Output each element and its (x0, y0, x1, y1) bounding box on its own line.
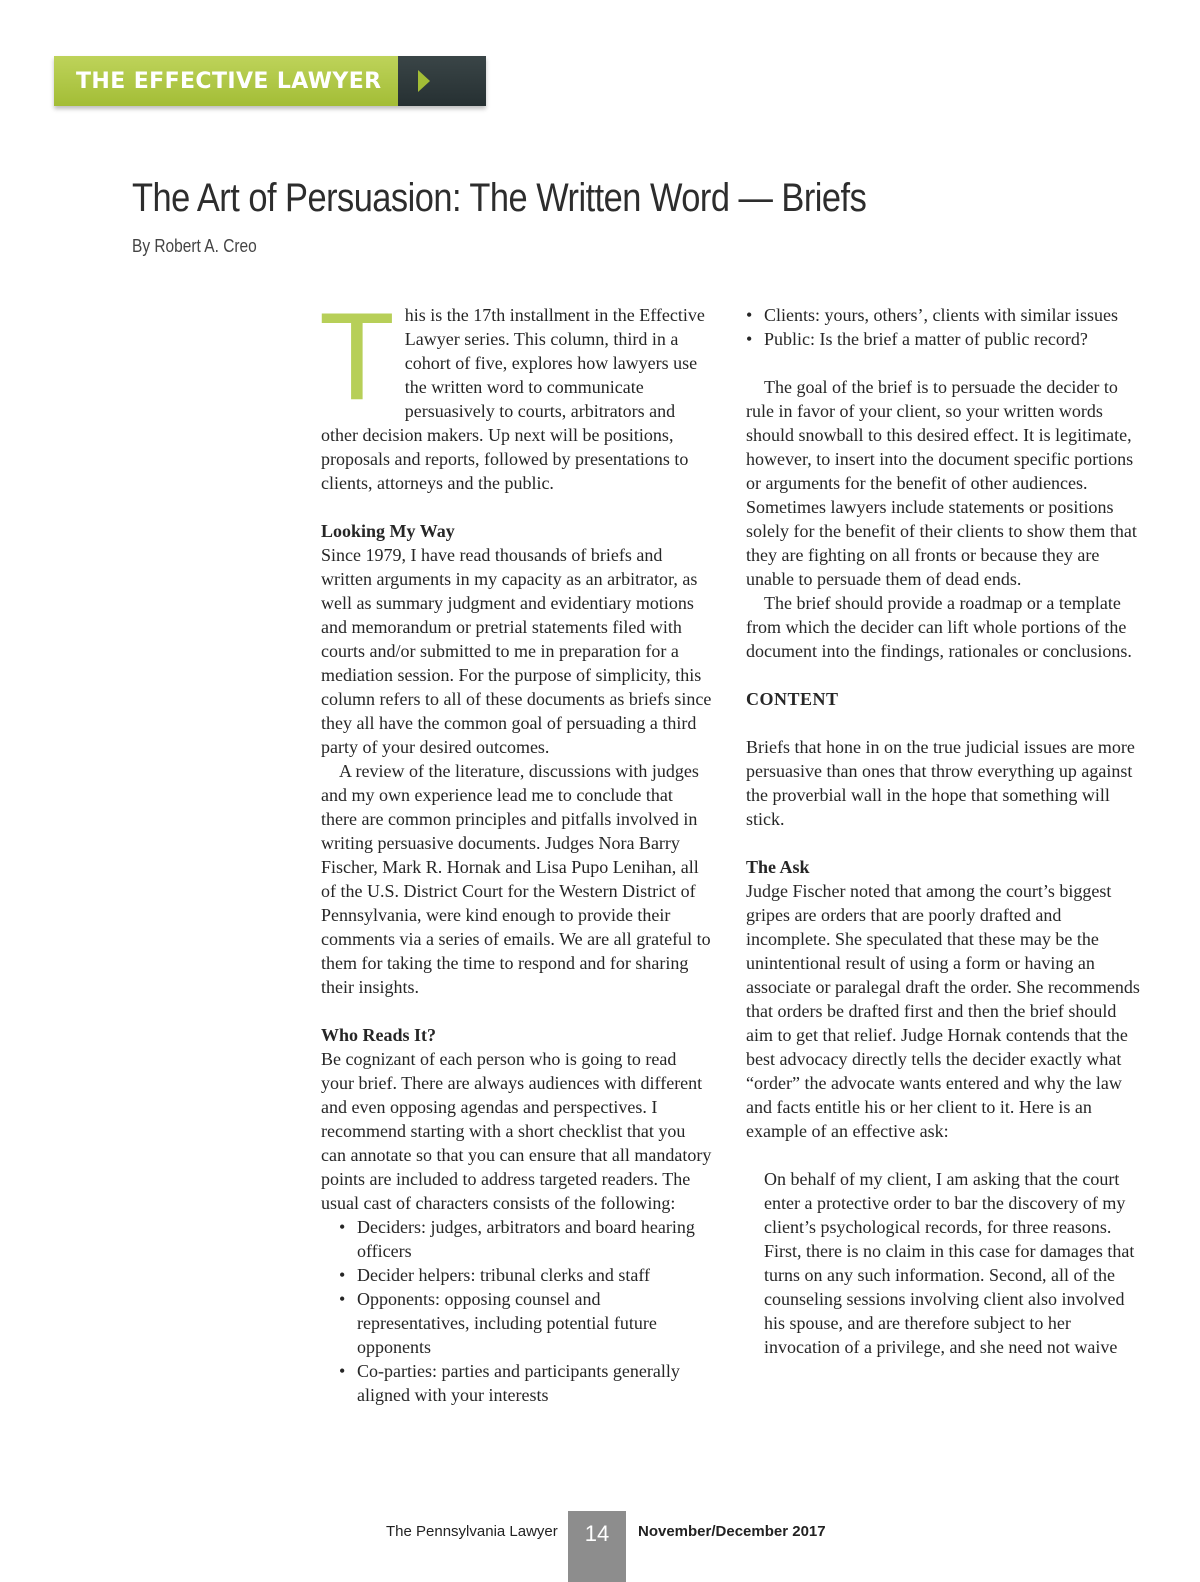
list-item: • Decider helpers: tribunal clerks and staff (339, 1263, 713, 1287)
block-quote: On behalf of my client, I am asking that the court enter a protective order to bar the discovery of my client’s psychological records, for three reasons. First, there is no claim in this case for damages that turns on any such information. Second, all of the counseling sessions involving client also involved his spouse, and are therefore subject to her invocation of a privilege, and she need not waive (764, 1169, 1135, 1357)
intro-text: his is the 17th installment in the Effective Lawyer series. This column, third in a cohort of five, explores how lawyers use the written word to communicate persuasively to courts, arbitrators and other decision makers. Up next will be positions, proposals and reports, followed by presentations to clients, attorneys and the public. (321, 305, 705, 493)
drop-cap: T (319, 288, 395, 426)
column-left (319, 288, 713, 1407)
article-title: The Art of Persuasion: The Written Word — Briefs (132, 176, 867, 220)
audience-list-continued (746, 303, 1142, 351)
paragraph-cognizant: Be cognizant of each person who is going to read your brief. There are always audiences with different and even opposing agendas and perspectives. I recommend starting with a short checklist that you can annotate so that you can ensure that all mandatory points are included to address targeted readers. The usual cast of characters consists of the following: (321, 1049, 712, 1213)
play-arrow-icon (418, 70, 430, 92)
list-item: • Opponents: opposing counsel and representatives, including potential future opponents (339, 1287, 713, 1359)
paragraph-fischer: Judge Fischer noted that among the court’s biggest gripes are orders that are poorly drafted and incomplete. She speculated that these may be the unintentional result of using a form or having an associate or paralegal draft the order. She recommends that orders be drafted first and then the brief should aim to get that relief. Judge Hornak contends that the best advocacy directly tells the decider exactly what “order” the advocate wants entered and why the law and facts entitle his or her client to it. Here is an example of an effective ask: (746, 881, 1140, 1141)
subhead-content: CONTENT (746, 689, 839, 709)
paragraph-roadmap: The brief should provide a roadmap or a template from which the decider can lift whole portions of the document into the findings, rationales or conclusions. (746, 593, 1132, 661)
paragraph-since-1979: Since 1979, I have read thousands of briefs and written arguments in my capacity as an arbitrator, as well as summary judgment and evidentiary motions and memorandum or pretrial statements filed with courts and/or submitted to me in preparation for a mediation session. For the purpose of simplicity, this column refers to all of these documents as briefs since they all have the common goal of persuading a third party of your desired outcomes. (321, 545, 712, 757)
list-item: • Public: Is the brief a matter of public record? (746, 327, 1142, 351)
banner-label-box (54, 56, 398, 106)
subhead-looking-my-way: Looking My Way (321, 521, 455, 541)
intro-paragraph (319, 288, 713, 495)
article-byline: By Robert A. Creo (132, 236, 257, 256)
footer-issue: November/December 2017 (638, 1523, 826, 1540)
section-label: THE EFFECTIVE LAWYER (76, 68, 382, 94)
column-right (746, 303, 1142, 1359)
list-item: • Clients: yours, others’, clients with similar issues (746, 303, 1142, 327)
section-banner (54, 56, 486, 106)
audience-list (321, 1215, 713, 1407)
subhead-the-ask: The Ask (746, 857, 810, 877)
page-number: 14 (568, 1511, 626, 1582)
list-item: • Co-parties: parties and participants generally aligned with your interests (339, 1359, 713, 1407)
paragraph-goal: The goal of the brief is to persuade the decider to rule in favor of your client, so your written words should snowball to this desired effect. It is legitimate, however, to insert into the document specific portions or arguments for the benefit of other audiences. Sometimes lawyers include statements or positions solely for the benefit of their clients to show them that they are fighting on all fronts or because they are unable to persuade them of dead ends. (746, 377, 1137, 589)
list-item: • Deciders: judges, arbitrators and board hearing officers (339, 1215, 713, 1263)
footer-publication: The Pennsylvania Lawyer (386, 1523, 558, 1540)
paragraph-briefs: Briefs that hone in on the true judicial issues are more persuasive than ones that throw everything up against the proverbial wall in the hope that something will stick. (746, 737, 1135, 829)
subhead-who-reads-it: Who Reads It? (321, 1025, 437, 1045)
banner-arrow-box (398, 56, 486, 106)
paragraph-review: A review of the literature, discussions with judges and my own experience lead me to conclude that there are common principles and pitfalls involved in writing persuasive documents. Judges Nora Barry Fischer, Mark R. Hornak and Lisa Pupo Lenihan, all of the U.S. District Court for the Western District of Pennsylvania, were kind enough to provide their comments via a series of emails. We are all grateful to them for taking the time to respond and for sharing their insights. (321, 761, 711, 997)
